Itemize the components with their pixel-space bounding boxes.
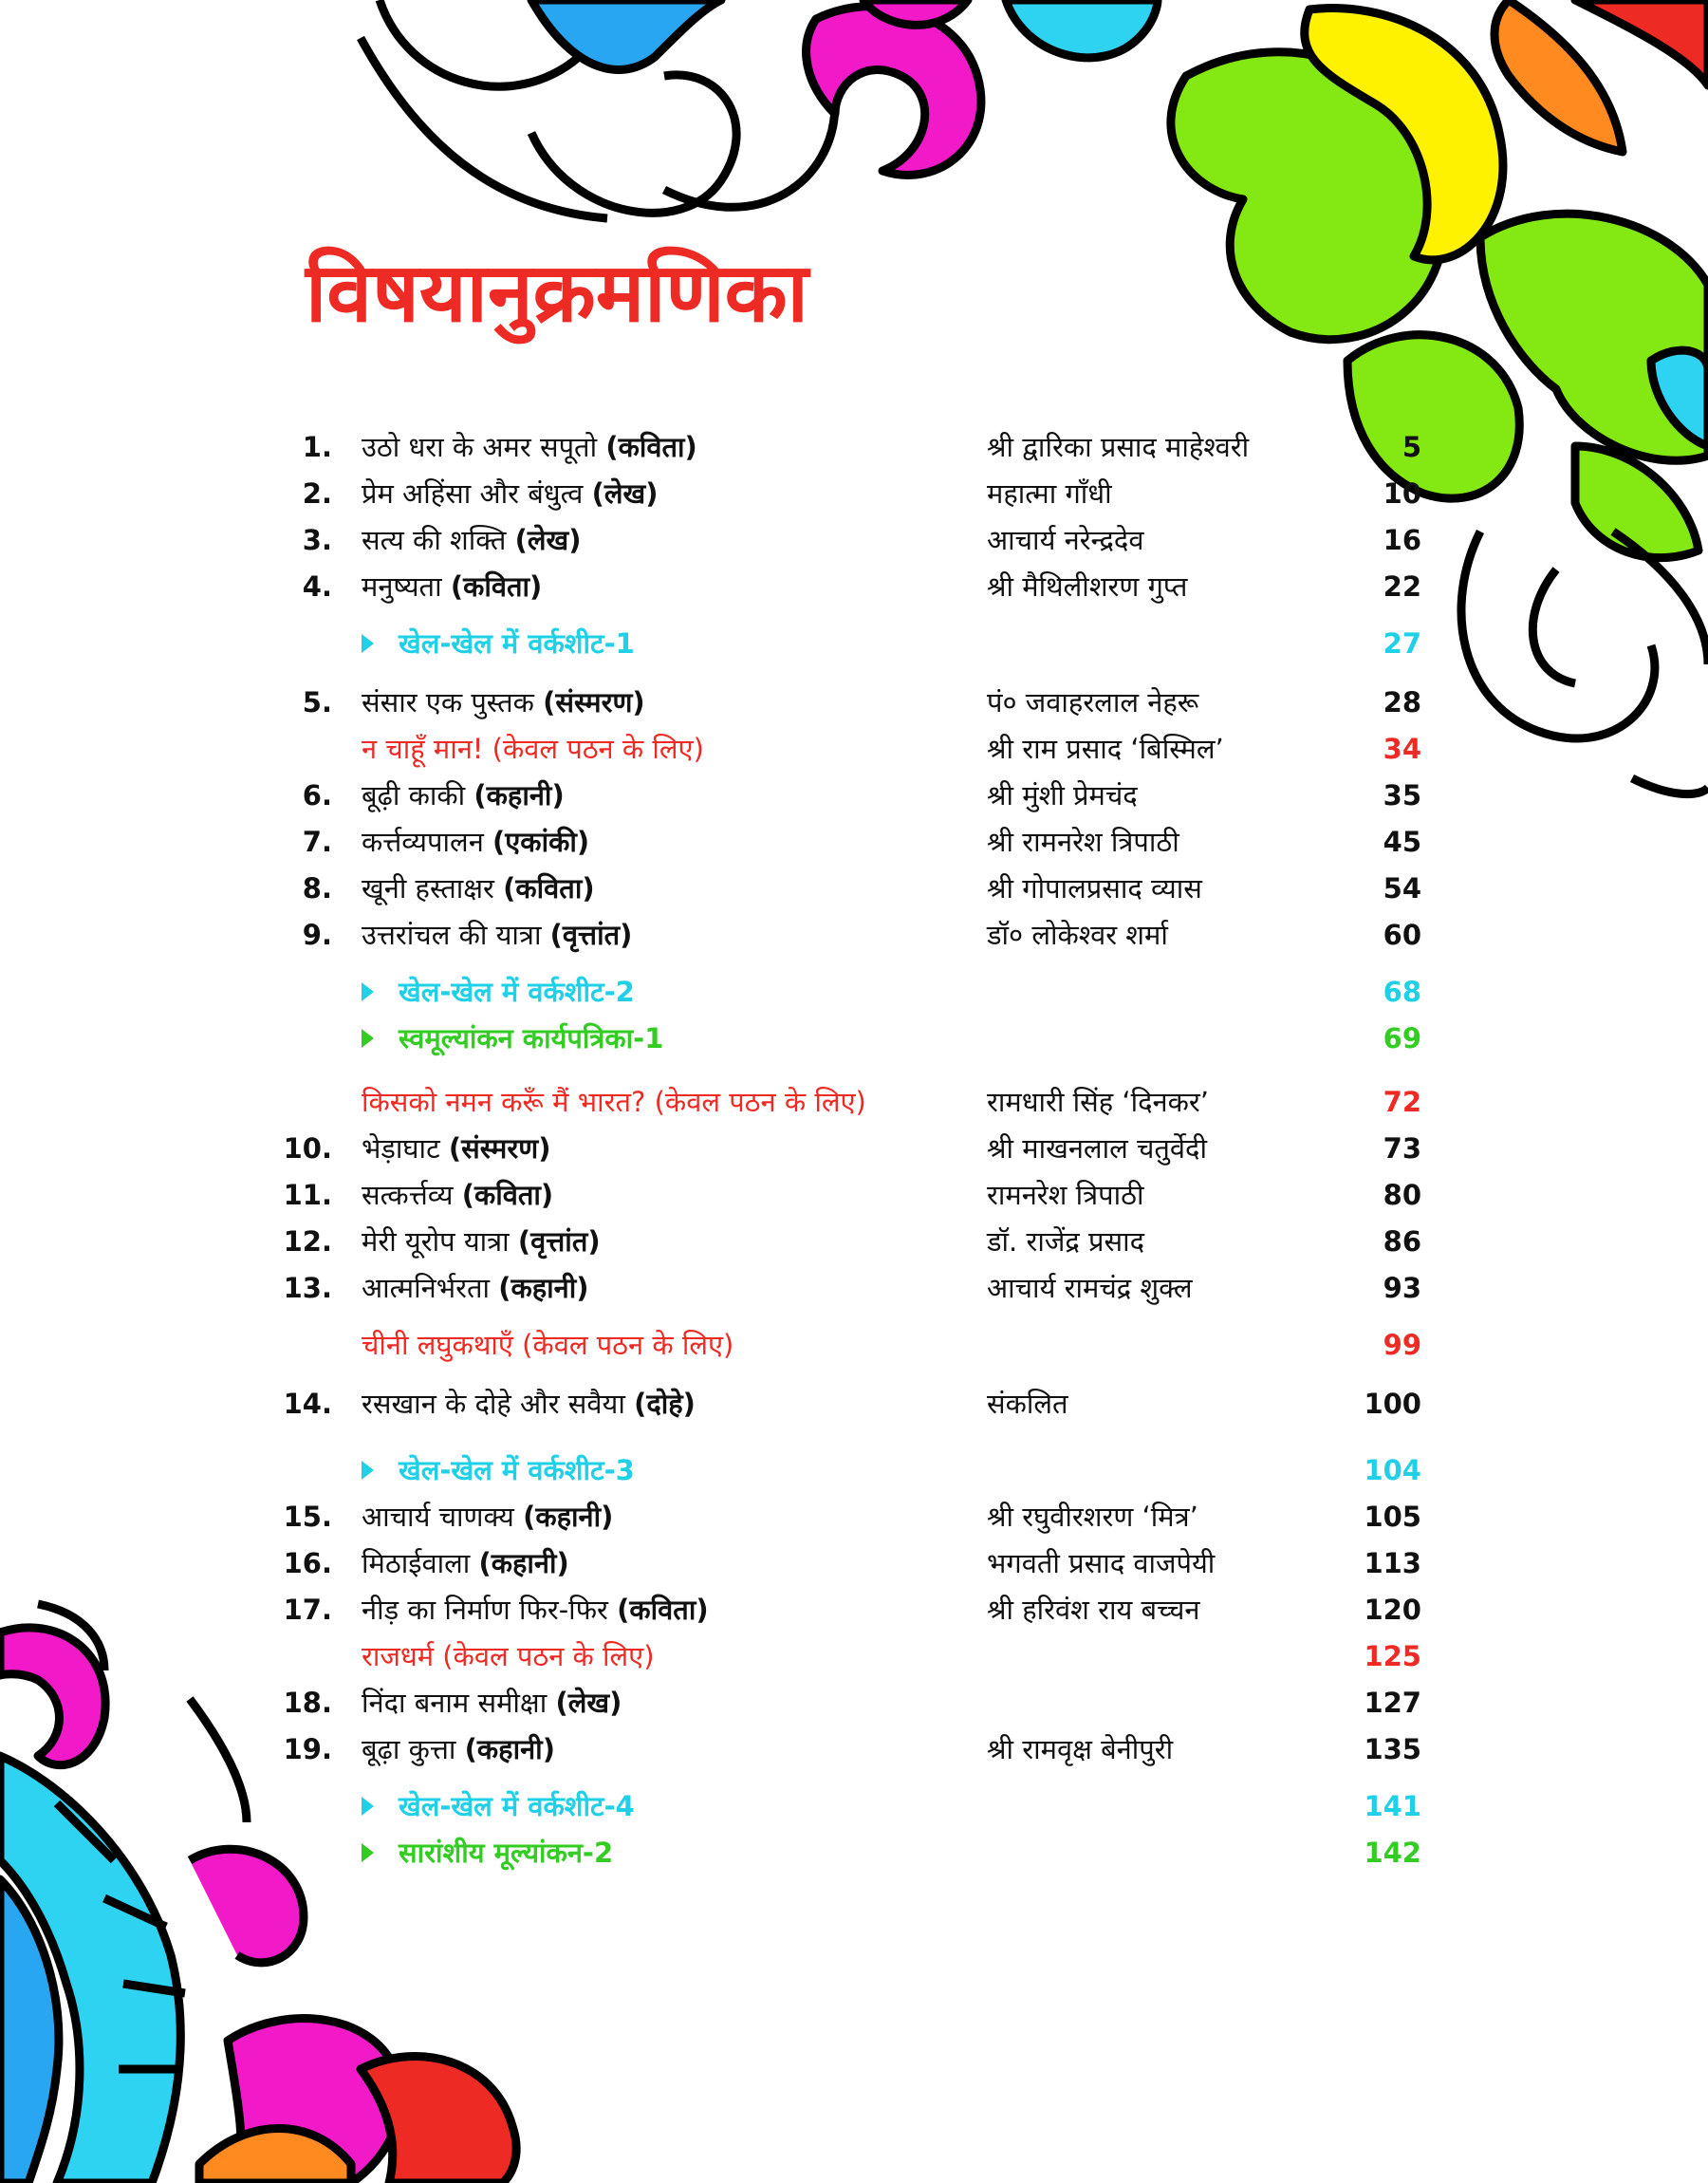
toc-title	[362, 1681, 622, 1725]
toc-author: पं० जवाहरलाल नेहरू	[987, 686, 1199, 718]
toc-entry	[0, 1588, 1708, 1632]
toc-author: श्री राम प्रसाद ‘बिस्मिल’	[987, 733, 1224, 765]
toc-title: सारांशीय मूल्यांकन-2	[399, 1837, 614, 1869]
lesson-genre: (कविता)	[450, 570, 543, 603]
toc-title	[362, 425, 697, 469]
toc-entry	[0, 1323, 1708, 1367]
triangle-bullet-icon	[362, 982, 374, 1001]
toc-entry	[0, 867, 1708, 910]
toc-entry	[0, 1681, 1708, 1725]
lesson-title: रसखान के दोहे और सवैया	[362, 1388, 625, 1420]
toc-number: 14.	[283, 1388, 332, 1420]
toc-title: खेल-खेल में वर्कशीट-3	[399, 1454, 635, 1486]
toc-page-number: 127	[1364, 1687, 1421, 1719]
lesson-title: बूढ़ी काकी	[362, 779, 466, 812]
lesson-title: कर्त्तव्यपालन	[362, 826, 484, 858]
toc-entry	[0, 1831, 1708, 1875]
toc-title: खेल-खेल में वर्कशीट-2	[399, 976, 635, 1008]
lesson-genre: (कविता)	[605, 431, 697, 463]
lesson-genre: (कविता)	[503, 872, 595, 905]
toc-page-number: 80	[1383, 1179, 1421, 1211]
toc-entry	[0, 727, 1708, 771]
toc-page-number: 69	[1383, 1022, 1421, 1054]
toc-entry	[0, 1266, 1708, 1310]
toc-number: 7.	[302, 826, 332, 858]
toc-entry	[0, 1017, 1708, 1060]
page-title: विषयानुक्रमणिका	[306, 246, 808, 341]
toc-author: श्री रामवृक्ष बेनीपुरी	[987, 1733, 1174, 1765]
toc-author: महात्मा गाँधी	[987, 477, 1112, 510]
toc-title	[362, 913, 632, 957]
toc-entry	[0, 1495, 1708, 1539]
toc-author: रामनरेश त्रिपाठी	[987, 1179, 1144, 1211]
toc-entry	[0, 425, 1708, 469]
lesson-title: उठो धरा के अमर सपूतो	[362, 431, 598, 463]
toc-page-number: 105	[1364, 1501, 1421, 1533]
lesson-genre: (दोहे)	[634, 1388, 696, 1420]
toc-page-number: 93	[1383, 1272, 1421, 1304]
toc-title	[362, 1588, 709, 1632]
toc-title	[362, 1382, 696, 1426]
lesson-title: नीड़ का निर्माण फिर-फिर	[362, 1594, 608, 1626]
lesson-genre: (वृत्तांत)	[517, 1225, 601, 1258]
toc-number: 6.	[302, 779, 332, 812]
toc-entry	[0, 1127, 1708, 1170]
toc-title	[362, 472, 659, 515]
lesson-title: भेड़ाघाट	[362, 1132, 440, 1165]
lesson-genre: (लेख)	[591, 477, 659, 510]
triangle-bullet-icon	[362, 1843, 374, 1862]
toc-author: श्री रामनरेश त्रिपाठी	[987, 826, 1179, 858]
toc-entry	[0, 565, 1708, 608]
toc-page-number: 120	[1364, 1594, 1421, 1626]
toc-page-number: 100	[1364, 1388, 1421, 1420]
lesson-genre: (कहानी)	[464, 1733, 555, 1765]
triangle-bullet-icon	[362, 634, 374, 653]
toc-title	[362, 820, 589, 864]
toc-page-number: 35	[1383, 779, 1421, 812]
toc-entry	[0, 1220, 1708, 1263]
toc-number: 19.	[283, 1733, 332, 1765]
toc-number: 10.	[283, 1132, 332, 1165]
lesson-title: आचार्य चाणक्य	[362, 1501, 514, 1533]
lesson-title: प्रेम अहिंसा और बंधुत्व	[362, 477, 584, 510]
toc-page-number: 16	[1383, 524, 1421, 556]
toc-title	[362, 1266, 589, 1310]
toc-author: श्री मुंशी प्रेमचंद	[987, 779, 1138, 812]
toc-author: डॉ. राजेंद्र प्रसाद	[987, 1225, 1144, 1258]
toc-entry	[0, 820, 1708, 864]
toc-entry	[0, 1448, 1708, 1492]
toc-author: संकलित	[987, 1388, 1068, 1420]
toc-number: 9.	[302, 919, 332, 951]
toc-number: 8.	[302, 872, 332, 905]
toc-page-number: 34	[1383, 733, 1421, 765]
toc-title	[362, 1173, 553, 1217]
toc-page-number: 60	[1383, 919, 1421, 951]
toc-number: 4.	[302, 570, 332, 603]
toc-entry	[0, 1173, 1708, 1217]
toc-number: 12.	[283, 1225, 332, 1258]
lesson-genre: (लेख)	[555, 1687, 622, 1719]
toc-page-number: 86	[1383, 1225, 1421, 1258]
toc-title	[362, 1727, 555, 1771]
toc-number: 2.	[302, 477, 332, 510]
lesson-genre: (एकांकी)	[492, 826, 590, 858]
toc-number: 15.	[283, 1501, 332, 1533]
toc-page-number: 142	[1364, 1837, 1421, 1869]
toc-page-number: 125	[1364, 1640, 1421, 1672]
lesson-title: मिठाईवाला	[362, 1547, 471, 1579]
toc-number: 3.	[302, 524, 332, 556]
toc-number: 1.	[302, 431, 332, 463]
toc-entry	[0, 622, 1708, 665]
toc-page-number: 113	[1364, 1547, 1421, 1579]
toc-title	[362, 774, 565, 817]
toc-page-number: 141	[1364, 1790, 1421, 1822]
toc-author: भगवती प्रसाद वाजपेयी	[987, 1547, 1216, 1579]
toc-title	[362, 1220, 601, 1263]
toc-title	[362, 867, 595, 910]
toc-page-number: 27	[1383, 627, 1421, 660]
toc-entry	[0, 970, 1708, 1014]
lesson-genre: (वृत्तांत)	[549, 919, 633, 951]
toc-author: श्री रघुवीरशरण ‘मित्र’	[987, 1501, 1198, 1533]
toc-author: श्री द्वारिका प्रसाद माहेश्वरी	[987, 431, 1250, 463]
toc-number: 13.	[283, 1272, 332, 1304]
toc-entry	[0, 518, 1708, 562]
triangle-bullet-icon	[362, 1797, 374, 1816]
toc-title: न चाहूँ मान! (केवल पठन के लिए)	[362, 733, 704, 765]
lesson-genre: (संस्मरण)	[448, 1132, 551, 1165]
toc-number: 17.	[283, 1594, 332, 1626]
toc-page-number: 104	[1364, 1454, 1421, 1486]
toc-entry	[0, 681, 1708, 724]
lesson-genre: (कविता)	[617, 1594, 709, 1626]
toc-title: स्वमूल्यांकन कार्यपत्रिका-1	[399, 1022, 664, 1054]
toc-entry	[0, 1634, 1708, 1678]
toc-title	[362, 1541, 569, 1585]
triangle-bullet-icon	[362, 1461, 374, 1480]
toc-page-number: 72	[1383, 1086, 1421, 1118]
lesson-title: मेरी यूरोप यात्रा	[362, 1225, 510, 1258]
toc-page-number: 68	[1383, 976, 1421, 1008]
toc-page-number: 22	[1383, 570, 1421, 603]
lesson-title: बूढ़ा कुत्ता	[362, 1733, 456, 1765]
toc-title: खेल-खेल में वर्कशीट-1	[399, 627, 635, 660]
toc-entry	[0, 472, 1708, 515]
toc-entry	[0, 1080, 1708, 1124]
toc-entry	[0, 913, 1708, 957]
toc-author: श्री गोपालप्रसाद व्यास	[987, 872, 1202, 905]
lesson-title: सत्य की शक्ति	[362, 524, 507, 556]
toc-page-number: 45	[1383, 826, 1421, 858]
toc-author: आचार्य नरेन्द्रदेव	[987, 524, 1144, 556]
toc-entry	[0, 774, 1708, 817]
toc-title	[362, 681, 645, 724]
toc-page-number: 28	[1383, 686, 1421, 718]
toc-author: श्री मैथिलीशरण गुप्त	[987, 570, 1188, 603]
toc-title	[362, 1495, 613, 1539]
lesson-title: उत्तरांचल की यात्रा	[362, 919, 542, 951]
lesson-title: संसार एक पुस्तक	[362, 686, 534, 718]
toc-title	[362, 518, 581, 562]
toc-author: रामधारी सिंह ‘दिनकर’	[987, 1086, 1209, 1118]
lesson-title: खूनी हस्ताक्षर	[362, 872, 494, 905]
toc-author: आचार्य रामचंद्र शुक्ल	[987, 1272, 1193, 1304]
lesson-title: निंदा बनाम समीक्षा	[362, 1687, 548, 1719]
toc-entry	[0, 1541, 1708, 1585]
toc-number: 11.	[283, 1179, 332, 1211]
toc-title: किसको नमन करूँ मैं भारत? (केवल पठन के लिए)	[362, 1086, 866, 1118]
lesson-title: आत्मनिर्भरता	[362, 1272, 491, 1304]
lesson-genre: (कहानी)	[498, 1272, 589, 1304]
lesson-genre: (कहानी)	[523, 1501, 614, 1533]
toc-author: श्री हरिवंश राय बच्चन	[987, 1594, 1200, 1626]
toc-title: चीनी लघुकथाएँ (केवल पठन के लिए)	[362, 1329, 734, 1361]
lesson-title: सत्कर्त्तव्य	[362, 1179, 454, 1211]
toc-author: डॉ० लोकेश्वर शर्मा	[987, 919, 1168, 951]
toc-number: 5.	[302, 686, 332, 718]
lesson-genre: (कहानी)	[473, 779, 565, 812]
toc-page-number: 10	[1383, 477, 1421, 510]
toc-number: 16.	[283, 1547, 332, 1579]
toc-title	[362, 565, 542, 608]
lesson-genre: (कविता)	[461, 1179, 554, 1211]
lesson-genre: (कहानी)	[478, 1547, 569, 1579]
toc-page-number: 5	[1402, 431, 1421, 463]
lesson-genre: (लेख)	[514, 524, 582, 556]
toc-title	[362, 1127, 550, 1170]
toc-page-number: 54	[1383, 872, 1421, 905]
toc-page-number: 99	[1383, 1329, 1421, 1361]
toc-page-number: 73	[1383, 1132, 1421, 1165]
lesson-title: मनुष्यता	[362, 570, 442, 603]
toc-entry	[0, 1382, 1708, 1426]
toc-page-number: 135	[1364, 1733, 1421, 1765]
toc-entry	[0, 1784, 1708, 1828]
triangle-bullet-icon	[362, 1029, 374, 1048]
toc-title: खेल-खेल में वर्कशीट-4	[399, 1790, 635, 1822]
toc-entry	[0, 1727, 1708, 1771]
toc-number: 18.	[283, 1687, 332, 1719]
toc-title: राजधर्म (केवल पठन के लिए)	[362, 1640, 655, 1672]
toc-author: श्री माखनलाल चतुर्वेदी	[987, 1132, 1207, 1165]
lesson-genre: (संस्मरण)	[543, 686, 645, 718]
